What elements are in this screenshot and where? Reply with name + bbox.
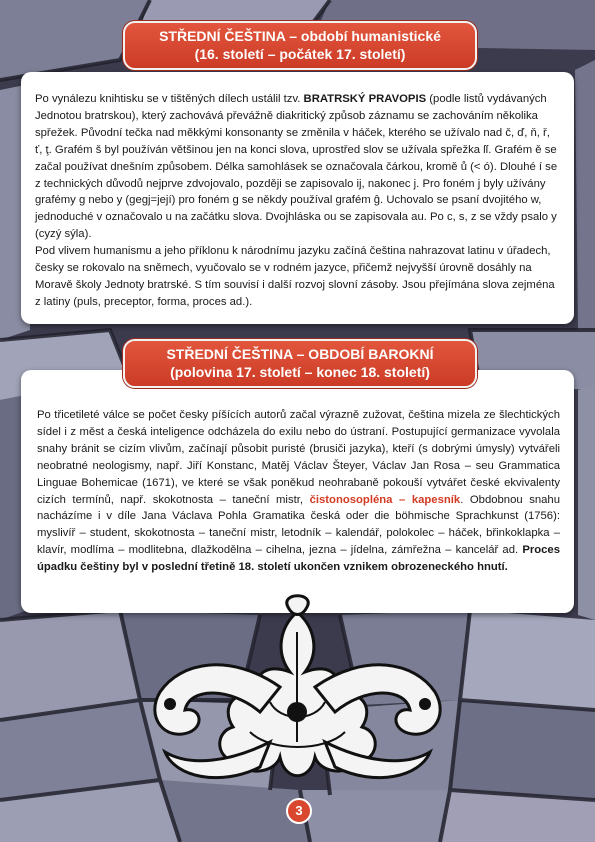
banner-title: STŘEDNÍ ČEŠTINA – OBDOBÍ BAROKNÍ [166,346,434,362]
paragraph-text: Po třicetileté válce se počet česky píšících autorů začal výrazně zužovat, čeština mizela ze šlechtických sídel i z měst a česká inteligence odcházela do exilu nebo do ústraní. Postupující germanizace vyvolala snahy bránit se cizím vlivům, začínají působit puristé (brusiči jazyka), kteří (s dobrými úmysly) vytvářeli neobratné neologismy, např. Jiří Konstanc, Matěj Václav Šteyer, Václav Jan Rosa – seu Grammatica Linguae Bohemicae (1671), ve které se však poněkud neohrabaně pokouší vytvářet české ekvivalenty cizích termínů, např. skokotnosta – taneční mistr, [37,409,560,506]
highlighted-term: čistonosopléna – kapesník [309,493,461,506]
paragraph-text: Po vynálezu knihtisku se v tištěných dílech ustálil tzv. [35,93,304,105]
banner-title: STŘEDNÍ ČEŠTINA – období humanistické [159,28,441,44]
section-banner-baroque [123,339,477,388]
banner-subtitle: (polovina 17. století – konec 18. století) [170,364,430,380]
page-number: 3 [286,798,312,824]
text-card-humanist [21,72,574,324]
bold-conclusion: Proces úpadku češtiny byl v poslední třetině 18. století ukončen vznikem obrozeneckého hnutí. [37,544,560,574]
bold-term: BRATRSKÝ PRAVOPIS [303,93,427,105]
paragraph-text: (podle listů vydávaných Jednotou bratrskou), který zachovává převážně diakritický způsob záznamu se zachováním několika spřežek. Původní tečka nad měkkými konsonanty se změnila v háček, kterého se užívalo nad č, ď, ň, ř, ť, ţ. Grafém š byl používán většinou jen na konci slova, uprostřed slov se užívala spřežka ſſ. Grafém ě se začal používat dnešním způsobem. Délka samohlásek se označovala čárkou, kromě ů (< ó). Dlouhé í se z technických důvodů nejprve zdvojovalo, později se zapisovalo ij, nakonec j. Pro foném j byly užívány grafémy g nebo y (gegj=její) pro foném g se někdy používal grafém ĝ. Uchovalo se psaní dvojitého w, jednoduché v označovalo u na začátku slova. Dvojhláska ou se zapisovala au. Po c, s, z se vždy psalo y (cyzý sýla). [35,93,558,241]
banner-subtitle: (16. století – počátek 17. století) [194,46,406,62]
paragraph [35,91,560,243]
baroque-ornament [130,592,465,802]
paragraph-text: . Obdobnou snahu nacházíme i v díle Jana Václava Pohla Gramatika česká oder die böhmische Sprachkunst (1756): myslivíř – student, skokotnosta – taneční mistr, letodník – kalendář, polokolec – háček, břinkoklapka – klavír, modlíma – modlitebna, dlažkodělna – cihelna, jezna – jídelna, zámřežna – kancelář ad. [37,493,560,557]
paragraph: Pod vlivem humanismu a jeho příklonu k národnímu jazyku začíná čeština nahrazovat latinu v úřadech, česky se rokovalo na sněmech, vyučovalo se v rodném jazyce, přičemž nejvyšší úrovně dosáhly na Moravě školy Jednoty bratrské. S tím souvisí i další rozvoj slovní zásoby. Jsou přejímána slova zejména z latiny (puls, preceptor, forma, proces ad.). [35,245,555,308]
paragraph [37,407,560,576]
text-card-baroque [21,370,574,613]
section-banner-humanist [123,21,477,70]
